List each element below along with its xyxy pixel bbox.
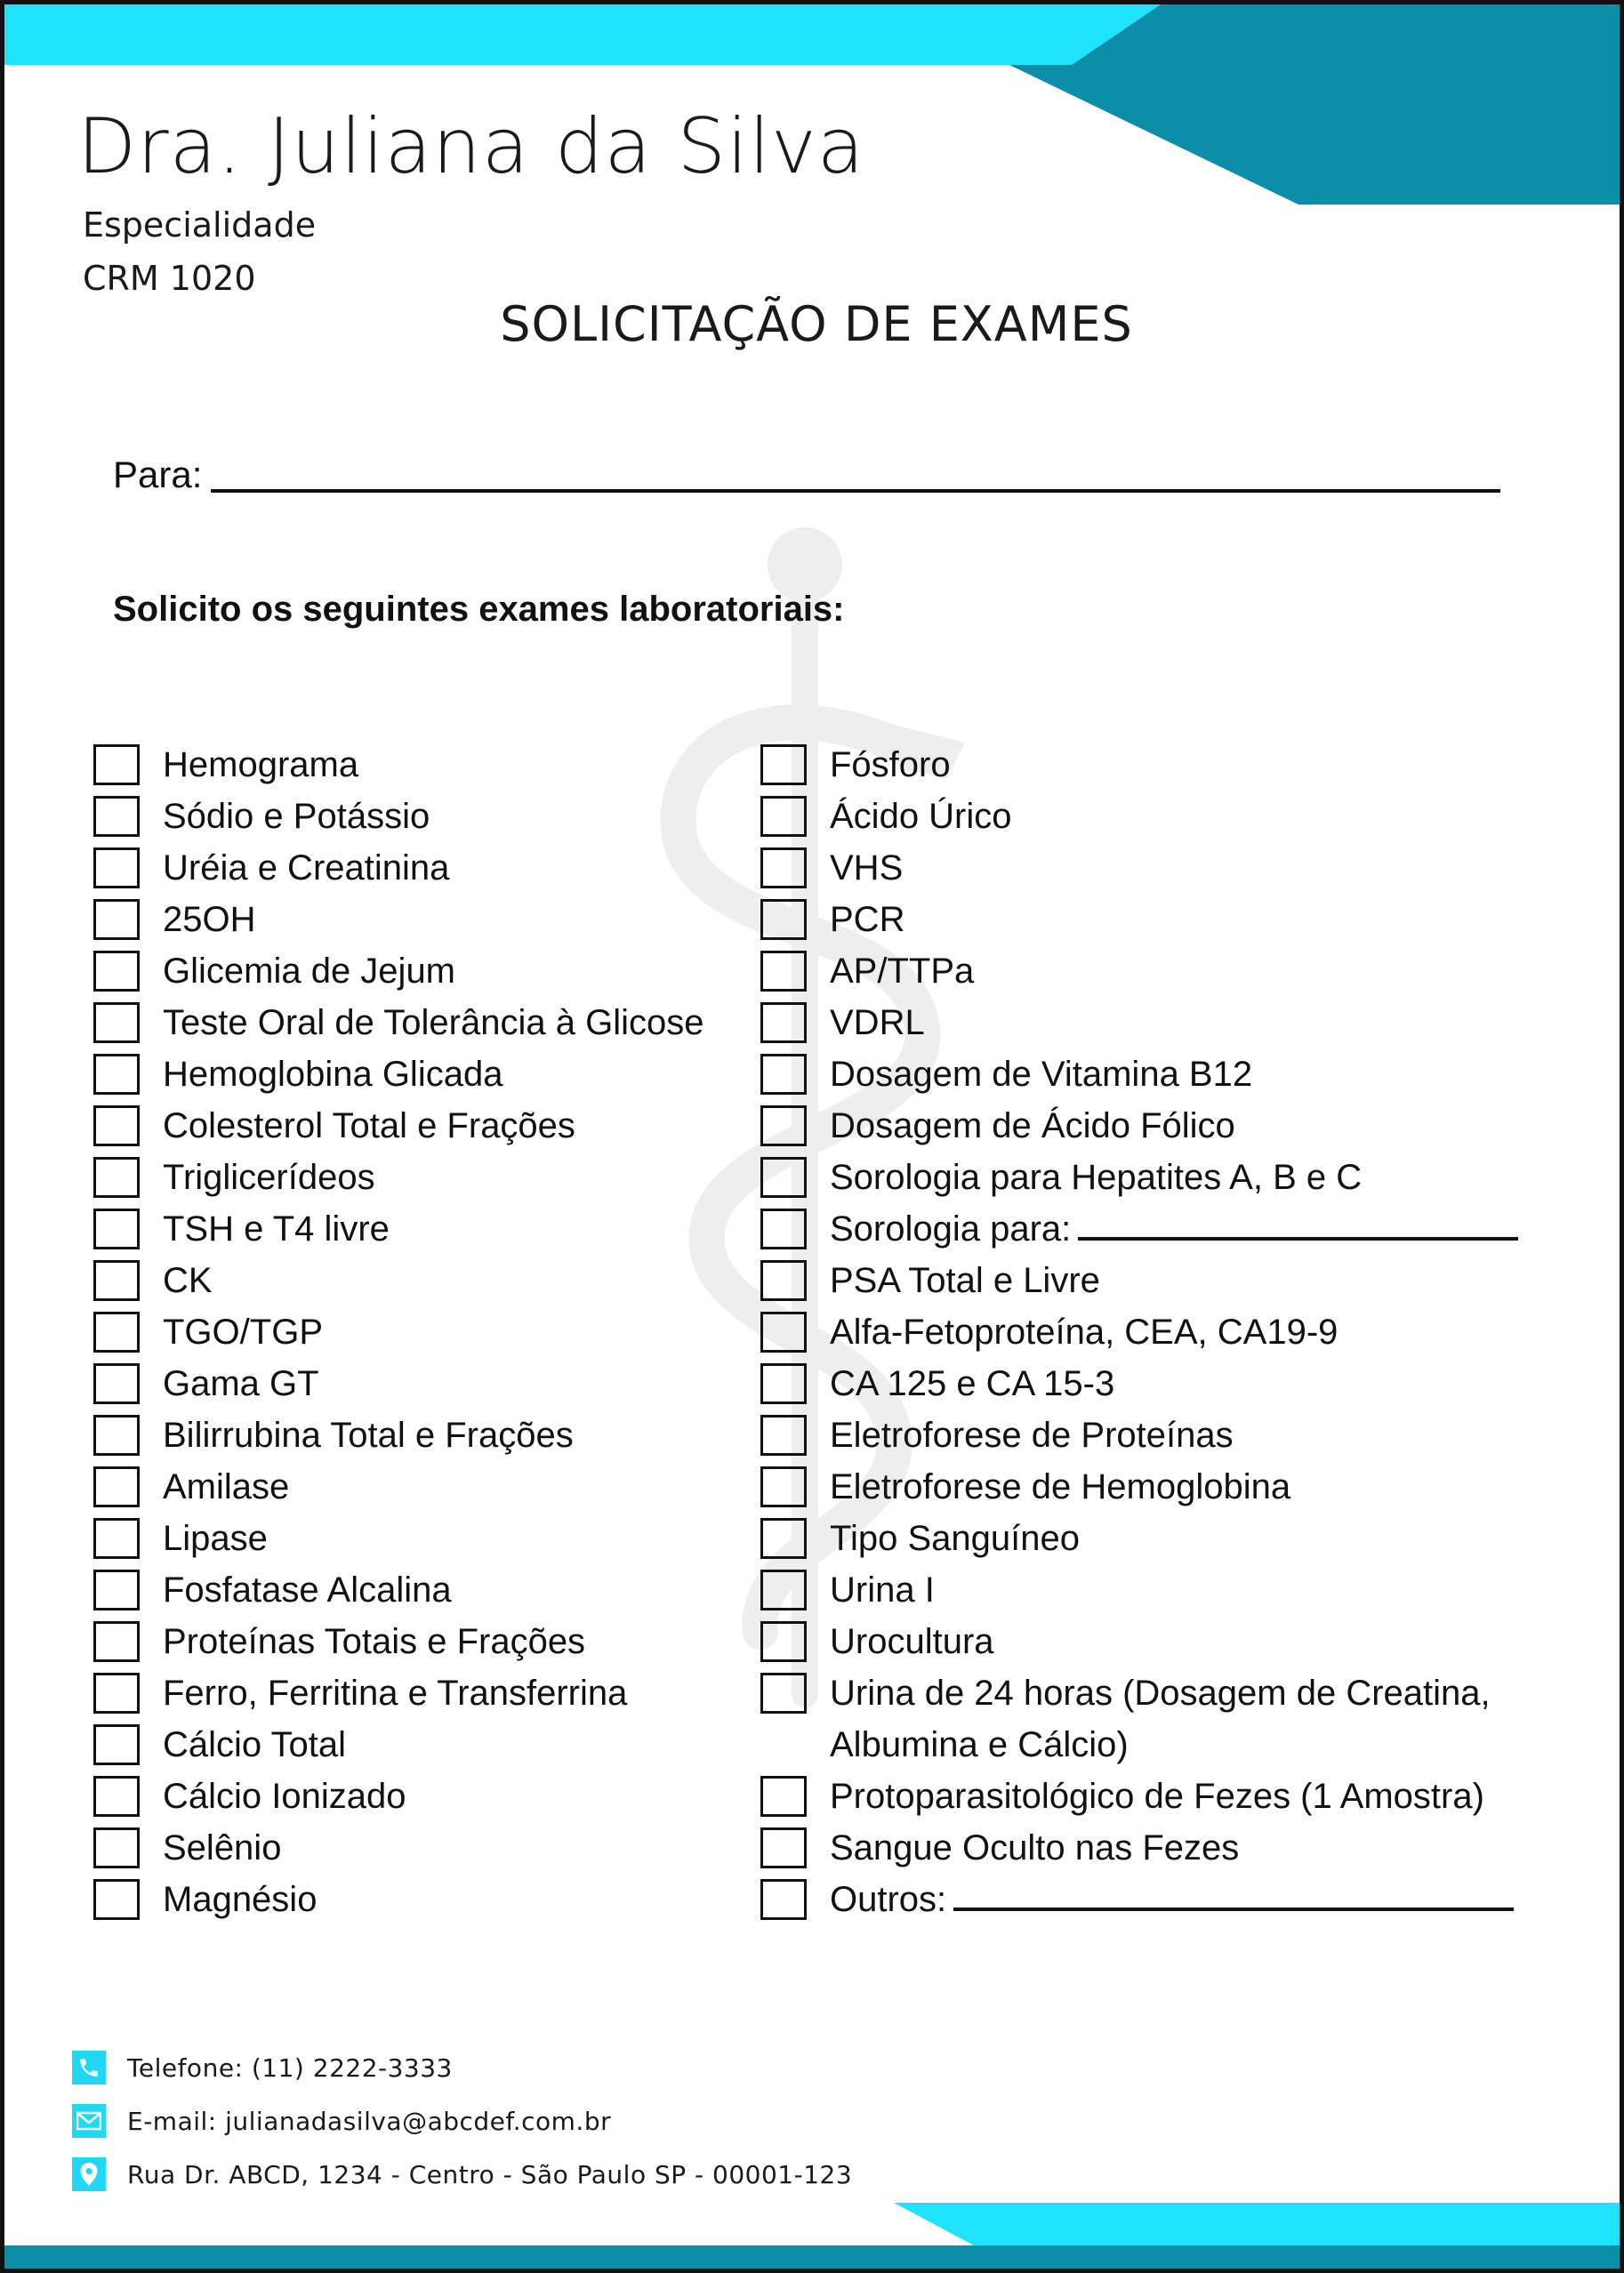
exam-item xyxy=(93,1358,703,1410)
exam-item xyxy=(760,1152,1568,1203)
email-icon xyxy=(72,2104,106,2138)
exam-label: Triglicerídeos xyxy=(163,1158,375,1197)
exam-item xyxy=(760,1358,1568,1410)
exam-label: Tipo Sanguíneo xyxy=(830,1519,1080,1558)
exam-checkbox[interactable] xyxy=(760,1415,807,1456)
exam-label: Amilase xyxy=(163,1467,290,1506)
exam-checkbox[interactable] xyxy=(93,847,140,888)
exam-label: Gama GT xyxy=(163,1364,319,1403)
exam-item xyxy=(93,1822,703,1874)
exam-label: Sangue Oculto nas Fezes xyxy=(830,1828,1240,1867)
exam-item xyxy=(760,1255,1568,1306)
exam-item xyxy=(760,945,1568,997)
exam-item xyxy=(760,1461,1568,1513)
outros-blank-line[interactable] xyxy=(953,1908,1514,1911)
exam-checkbox[interactable] xyxy=(93,1621,140,1662)
exam-item xyxy=(93,791,703,842)
exam-checkbox[interactable] xyxy=(760,899,807,940)
exam-list-left xyxy=(93,739,703,1925)
exam-label: Protoparasitológico de Fezes (1 Amostra) xyxy=(830,1777,1484,1816)
exam-checkbox[interactable] xyxy=(93,1363,140,1404)
exam-label: AP/TTPa xyxy=(830,952,975,991)
exam-checkbox[interactable] xyxy=(760,951,807,992)
exam-label: CK xyxy=(163,1261,213,1300)
exam-item xyxy=(93,1564,703,1616)
contact-address xyxy=(72,2148,852,2201)
exam-label: Eletroforese de Hemoglobina xyxy=(830,1467,1291,1506)
exam-list-right xyxy=(760,739,1568,1925)
exam-item xyxy=(93,1513,703,1564)
exam-item xyxy=(760,842,1568,894)
bottom-cyan-shape xyxy=(894,2203,1624,2245)
exam-checkbox[interactable] xyxy=(760,796,807,837)
document-title: SOLICITAÇÃO DE EXAMES xyxy=(500,296,1133,352)
doctor-crm: CRM 1020 xyxy=(83,259,256,298)
request-heading: Solicito os seguintes exames laboratoriais: xyxy=(113,590,845,629)
exam-label: Glicemia de Jejum xyxy=(163,952,456,991)
exam-item xyxy=(93,945,703,997)
exam-item xyxy=(760,1100,1568,1152)
exam-label: VHS xyxy=(830,848,904,888)
exam-checkbox[interactable] xyxy=(760,1054,807,1095)
exam-checkbox[interactable] xyxy=(760,1105,807,1146)
exam-label: Fósforo xyxy=(830,745,951,784)
exam-checkbox[interactable] xyxy=(760,1363,807,1404)
exam-label: Eletroforese de Proteínas xyxy=(830,1416,1234,1455)
exam-label xyxy=(830,1874,1514,1925)
exam-item xyxy=(760,739,1568,791)
exam-item xyxy=(93,1203,703,1255)
exam-checkbox[interactable] xyxy=(760,1827,807,1868)
exam-checkbox[interactable] xyxy=(93,1312,140,1353)
exam-checkbox[interactable] xyxy=(93,1776,140,1817)
exam-item xyxy=(93,1874,703,1925)
exam-label: Urocultura xyxy=(830,1622,994,1661)
exam-label: Alfa-Fetoproteína, CEA, CA19-9 xyxy=(830,1313,1339,1352)
para-field xyxy=(113,454,1500,496)
exam-item xyxy=(93,1152,703,1203)
exam-item xyxy=(93,1100,703,1152)
exam-item xyxy=(760,1874,1568,1925)
exam-item xyxy=(760,791,1568,842)
exam-checkbox[interactable] xyxy=(760,1776,807,1817)
exam-label: Colesterol Total e Frações xyxy=(163,1106,575,1145)
exam-checkbox[interactable] xyxy=(93,1518,140,1559)
exam-item xyxy=(93,739,703,791)
exam-checkbox[interactable] xyxy=(760,1518,807,1559)
exam-checkbox[interactable] xyxy=(760,1312,807,1353)
exam-item xyxy=(760,1203,1568,1255)
doctor-name: Dra. Juliana da Silva xyxy=(77,102,865,191)
exam-item xyxy=(760,997,1568,1048)
exam-checkbox[interactable] xyxy=(760,1673,807,1714)
exam-item xyxy=(93,1410,703,1461)
exam-checkbox[interactable] xyxy=(760,1570,807,1610)
exam-checkbox[interactable] xyxy=(93,1466,140,1507)
exam-checkbox[interactable] xyxy=(93,1415,140,1456)
exam-label: Fosfatase Alcalina xyxy=(163,1570,452,1610)
phone-text: Telefone: (11) 2222-3333 xyxy=(127,2052,453,2083)
exam-item xyxy=(93,1771,703,1822)
exam-label: TGO/TGP xyxy=(163,1313,323,1352)
exam-checkbox[interactable] xyxy=(93,1002,140,1043)
exam-checkbox[interactable] xyxy=(760,1002,807,1043)
exam-item xyxy=(760,1616,1568,1667)
exam-label: Sódio e Potássio xyxy=(163,797,430,836)
exam-item xyxy=(93,1461,703,1513)
exam-item xyxy=(93,1719,703,1771)
outros-text: Outros: xyxy=(830,1880,947,1919)
exam-label: Cálcio Ionizado xyxy=(163,1777,406,1816)
exam-label: Dosagem de Ácido Fólico xyxy=(830,1106,1235,1145)
phone-icon xyxy=(72,2051,106,2084)
exam-label: Hemograma xyxy=(163,745,359,784)
sorologia-para-text: Sorologia para: xyxy=(830,1209,1072,1249)
sorologia-blank-line[interactable] xyxy=(1078,1237,1518,1241)
exam-item xyxy=(93,1306,703,1358)
para-label: Para: xyxy=(113,454,203,495)
exam-checkbox[interactable] xyxy=(93,1157,140,1198)
exam-item xyxy=(760,1564,1568,1616)
exam-label: Dosagem de Vitamina B12 xyxy=(830,1055,1253,1094)
exam-item xyxy=(760,1513,1568,1564)
exam-item xyxy=(760,1822,1568,1874)
exam-checkbox[interactable] xyxy=(93,1570,140,1610)
exam-checkbox[interactable] xyxy=(760,1621,807,1662)
exam-checkbox[interactable] xyxy=(93,1827,140,1868)
exam-label: Urina de 24 horas (Dosagem de Creatina, Albumina e Cálcio) xyxy=(830,1674,1491,1764)
contact-email xyxy=(72,2094,852,2148)
exam-checkbox[interactable] xyxy=(760,744,807,785)
doctor-specialty: Especialidade xyxy=(83,205,317,245)
exam-item xyxy=(93,894,703,945)
exam-label: Proteínas Totais e Frações xyxy=(163,1622,586,1661)
exam-label: CA 125 e CA 15-3 xyxy=(830,1364,1115,1403)
exam-item xyxy=(760,1667,1568,1771)
exam-checkbox[interactable] xyxy=(760,847,807,888)
bottom-teal-band xyxy=(4,2245,1624,2273)
exam-label: PCR xyxy=(830,900,905,939)
contact-phone xyxy=(72,2041,852,2094)
exam-label: Bilirrubina Total e Frações xyxy=(163,1416,574,1455)
exam-checkbox[interactable] xyxy=(93,796,140,837)
exam-label: TSH e T4 livre xyxy=(163,1209,390,1249)
exam-item xyxy=(760,1771,1568,1822)
exam-label: Uréia e Creatinina xyxy=(163,848,450,888)
exam-item xyxy=(93,1255,703,1306)
exam-checkbox[interactable] xyxy=(760,1209,807,1249)
exam-item xyxy=(93,842,703,894)
exam-item xyxy=(760,1410,1568,1461)
para-blank-line[interactable] xyxy=(211,489,1500,493)
exam-checkbox[interactable] xyxy=(760,1466,807,1507)
exam-item xyxy=(93,1667,703,1719)
exam-checkbox[interactable] xyxy=(760,1157,807,1198)
exam-checkbox[interactable] xyxy=(93,1209,140,1249)
exam-checkbox[interactable] xyxy=(93,744,140,785)
exam-label: Ferro, Ferritina e Transferrina xyxy=(163,1674,628,1713)
exam-label: 25OH xyxy=(163,900,256,939)
exam-label: Teste Oral de Tolerância à Glicose xyxy=(163,1003,704,1042)
exam-label: Selênio xyxy=(163,1828,282,1867)
exam-item xyxy=(93,997,703,1048)
exam-label: Magnésio xyxy=(163,1880,318,1919)
exam-checkbox[interactable] xyxy=(93,1054,140,1095)
exam-checkbox[interactable] xyxy=(93,1260,140,1301)
exam-label: Urina I xyxy=(830,1570,935,1610)
exam-checkbox[interactable] xyxy=(93,1105,140,1146)
location-icon xyxy=(72,2157,106,2191)
exam-label: Ácido Úrico xyxy=(830,797,1012,836)
exam-checkbox[interactable] xyxy=(760,1879,807,1920)
exam-label: PSA Total e Livre xyxy=(830,1261,1100,1300)
contact-info xyxy=(72,2041,852,2201)
exam-checkbox[interactable] xyxy=(93,1724,140,1765)
exam-item xyxy=(760,894,1568,945)
email-text: E-mail: julianadasilva@abcdef.com.br xyxy=(127,2106,612,2136)
exam-checkbox[interactable] xyxy=(93,1879,140,1920)
exam-item xyxy=(760,1306,1568,1358)
exam-label xyxy=(830,1203,1518,1255)
exam-label: Hemoglobina Glicada xyxy=(163,1055,503,1094)
top-cyan-band xyxy=(4,4,1161,65)
exam-checkbox[interactable] xyxy=(93,899,140,940)
exam-item xyxy=(93,1048,703,1100)
exam-checkbox[interactable] xyxy=(93,951,140,992)
exam-label: Cálcio Total xyxy=(163,1725,347,1764)
exam-label: Sorologia para Hepatites A, B e C xyxy=(830,1158,1363,1197)
exam-label: VDRL xyxy=(830,1003,925,1042)
exam-checkbox[interactable] xyxy=(93,1673,140,1714)
exam-item xyxy=(93,1616,703,1667)
exam-checkbox[interactable] xyxy=(760,1260,807,1301)
exam-label: Lipase xyxy=(163,1519,268,1558)
exam-item xyxy=(760,1048,1568,1100)
address-text: Rua Dr. ABCD, 1234 - Centro - São Paulo SP - 00001-123 xyxy=(127,2159,853,2189)
